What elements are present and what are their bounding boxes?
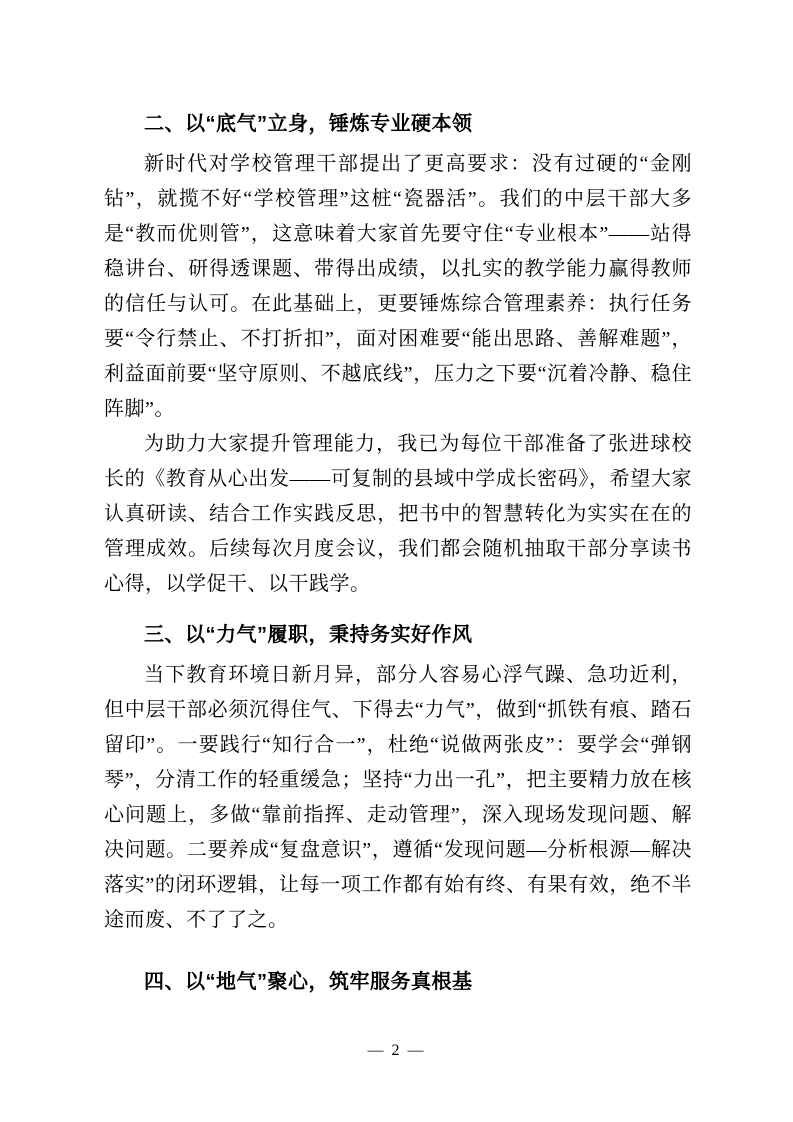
paragraph-3: 当下教育环境日新月异，部分人容易心浮气躁、急功近利，但中层干部必须沉得住气、下得去“力气”，做到“抓铁有痕、踏石留印”。一要践行“知行合一”，杜绝“说做两张皮”：要学会“弹钢琴”，分清工作的轻重缓急；坚持“力出一孔”，把主要精力放在核心问题上，多做“靠前指挥、走动管理”，深入现场发现问题、解决问题。二要养成“复盘意识”，遵循“发现问题—分析根源—解决落实”的闭环逻辑，让每一项工作都有始有终、有果有效，绝不半途而废、不了了之。 (104, 664, 692, 931)
section-heading-2: 二、以“底气”立身，锤炼专业硬本领 (144, 113, 473, 135)
page-number: — 2 — (367, 1042, 426, 1059)
paragraph-2: 为助力大家提升管理能力，我已为每位干部准备了张进球校长的《教育从心出发——可复制的县域中学成长密码》，希望大家认真研读、结合工作实践反思，把书中的智慧转化为实实在在的管理成效。后续每次月度会议，我们都会随机抽取干部分享读书心得，以学促干、以干践学。 (104, 433, 692, 595)
section-heading-4: 四、以“地气”聚心，筑牢服务真根基 (144, 971, 473, 993)
paragraph-1: 新时代对学校管理干部提出了更高要求：没有过硬的“金刚钻”，就揽不好“学校管理”这桩“瓷器活”。我们的中层干部大多是“教而优则管”，这意味着大家首先要守住“专业根本”——站得稳讲台、研得透课题、带得出成绩，以扎实的教学能力赢得教师的信任与认可。在此基础上，更要锤炼综合管理素养：执行任务要“令行禁止、不打折扣”，面对困难要“能出思路、善解难题”，利益面前要“坚守原则、不越底线”，压力之下要“沉着冷静、稳住阵脚”。 (104, 153, 692, 420)
document-content (104, 106, 692, 1005)
section-heading-3: 三、以“力气”履职，秉持务实好作风 (144, 624, 473, 646)
